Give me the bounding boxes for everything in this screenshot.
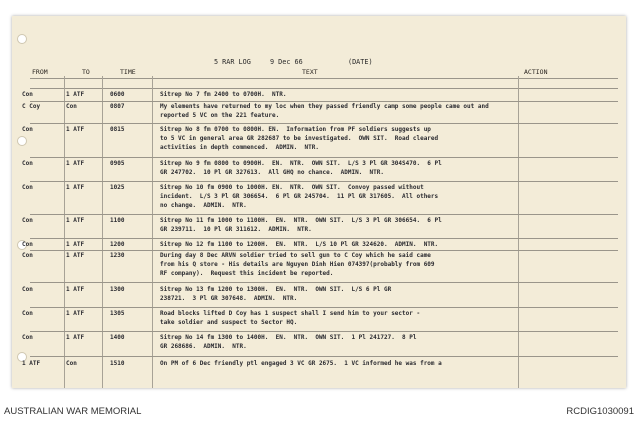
entry-from: Con	[22, 126, 33, 133]
punch-hole	[17, 34, 27, 44]
entry-time: 1100	[110, 217, 125, 224]
column-headers	[12, 68, 626, 78]
row-rule	[30, 181, 618, 182]
row-rule	[30, 307, 618, 308]
entry-from: Con	[22, 286, 33, 293]
archive-name: AUSTRALIAN WAR MEMORIAL	[4, 406, 142, 417]
entry-time: 1510	[110, 360, 125, 367]
row-rule	[30, 214, 618, 215]
entry-text-line: no change. ADMIN. NTR.	[160, 202, 247, 209]
entry-from: Con	[22, 91, 33, 98]
entry-text-line: GR 268686. ADMIN. NTR.	[160, 343, 247, 350]
log-date-label: (DATE)	[348, 58, 373, 66]
entry-from: Con	[22, 252, 33, 259]
entry-text-line: Sitrep No 13 fm 1200 to 1300H. EN. NTR. OWN SIT. L/S 6 Pl GR	[160, 286, 392, 293]
entry-text-line: 238721. 3 Pl GR 307648. ADMIN. NTR.	[160, 295, 298, 302]
entry-from: Con	[22, 334, 33, 341]
entry-text-line: Sitrep No 10 fm 0900 to 1000H. EN. NTR. OWN SIT. Convoy passed without	[160, 184, 424, 191]
entry-text-line: Sitrep No 7 fm 2400 to 0700H. NTR.	[160, 91, 287, 98]
entry-text-line: take soldier and suspect to Sector HQ.	[160, 319, 298, 326]
entry-text-line: to 5 VC in general area GR 282687 to be investigated. OWN SIT. Road cleared	[160, 135, 439, 142]
row-rule	[30, 238, 618, 239]
entry-to: 1 ATF	[66, 252, 85, 259]
entry-to: 1 ATF	[66, 310, 85, 317]
entry-from: Con	[22, 310, 33, 317]
entry-from: Con	[22, 217, 33, 224]
entry-to: Con	[66, 360, 77, 367]
entry-text-line: Road blocks lifted D Coy has 1 suspect shall I send him to your sector -	[160, 310, 421, 317]
entry-text-line: GR 247702. 10 Pl GR 327613. All GHQ no chance. ADMIN. NTR.	[160, 169, 384, 176]
entry-text-line: GR 239711. 10 Pl GR 311612. ADMIN. NTR.	[160, 226, 312, 233]
entry-to: 1 ATF	[66, 334, 85, 341]
entry-from: Con	[22, 241, 33, 248]
entry-text-line: During day 8 Dec ARVN soldier tried to sell gun to C Coy which he said came	[160, 252, 431, 259]
entry-time: 0815	[110, 126, 125, 133]
entry-text-line: Sitrep No 11 fm 1000 to 1100H. EN. NTR. OWN SIT. L/S 3 Pl GR 306654. 6 Pl	[160, 217, 442, 224]
entry-time: 1305	[110, 310, 125, 317]
entry-text-line: Sitrep No 14 fm 1300 to 1400H. EN. NTR. OWN SIT. 1 Pl 241727. 8 Pl	[160, 334, 417, 341]
row-rule	[30, 250, 618, 251]
header-bottom-rule	[30, 88, 618, 89]
entry-text-line: RF company). Request this incident be reported.	[160, 270, 334, 277]
entry-time: 1200	[110, 241, 125, 248]
header-top-rule	[30, 78, 618, 79]
entry-time: 0807	[110, 103, 125, 110]
entry-from: C Coy	[22, 103, 41, 110]
col-header-text: TEXT	[302, 68, 318, 76]
row-rule	[30, 123, 618, 124]
entry-text-line: Sitrep No 12 fm 1100 to 1200H. EN. NTR. L/S 10 Pl GR 324620. ADMIN. NTR.	[160, 241, 439, 248]
entry-time: 0905	[110, 160, 125, 167]
entry-from: Con	[22, 184, 33, 191]
entry-time: 1025	[110, 184, 125, 191]
log-sheet	[12, 16, 626, 388]
log-unit: 5 RAR LOG	[214, 58, 251, 66]
row-rule	[30, 356, 618, 357]
row-rule	[30, 101, 618, 102]
entry-from: 1 ATF	[22, 360, 41, 367]
entry-time: 0600	[110, 91, 125, 98]
entry-time: 1400	[110, 334, 125, 341]
row-rule	[30, 331, 618, 332]
row-rule	[30, 282, 618, 283]
archive-footer	[0, 404, 640, 422]
entry-from: Con	[22, 160, 33, 167]
punch-hole	[17, 136, 27, 146]
entry-text-line: activities in depth commenced. ADMIN. NTR.	[160, 144, 319, 151]
entry-text-line: Sitrep No 8 fm 0700 to 0800H. EN. Information from PF soldiers suggests up	[160, 126, 431, 133]
entry-time: 1230	[110, 252, 125, 259]
archive-reference: RCDIG1030091	[566, 406, 634, 417]
entry-text-line: reported 5 VC on the 221 feature.	[160, 112, 280, 119]
entry-to: 1 ATF	[66, 160, 85, 167]
entry-text-line: Sitrep No 9 fm 0800 to 0900H. EN. NTR. OWN SIT. L/S 3 Pl GR 304S470. 6 Pl	[160, 160, 442, 167]
entry-to: 1 ATF	[66, 184, 85, 191]
entry-to: Con	[66, 103, 77, 110]
row-rule	[30, 157, 618, 158]
entry-time: 1300	[110, 286, 125, 293]
entry-to: 1 ATF	[66, 286, 85, 293]
entry-text-line: On PM of 6 Dec friendly ptl engaged 3 VC GR 2675. 1 VC informed he was from a	[160, 360, 442, 367]
entry-to: 1 ATF	[66, 91, 85, 98]
entry-text-line: from his Q store - His details are Nguyen Dinh Hien 074397(probably from 609	[160, 261, 435, 268]
entry-to: 1 ATF	[66, 241, 85, 248]
col-header-time: TIME	[120, 68, 136, 76]
log-title	[12, 58, 626, 68]
log-date: 9 Dec 66	[270, 58, 303, 66]
entry-to: 1 ATF	[66, 126, 85, 133]
entry-to: 1 ATF	[66, 217, 85, 224]
entry-text-line: incident. L/S 3 Pl GR 306654. 6 Pl GR 245704. 11 Pl GR 317605. All others	[160, 193, 439, 200]
col-header-to: TO	[82, 68, 90, 76]
col-header-from: FROM	[32, 68, 48, 76]
entry-text-line: My elements have returned to my loc when they passed friendly camp some people came out and	[160, 103, 489, 110]
col-header-action: ACTION	[524, 68, 548, 76]
